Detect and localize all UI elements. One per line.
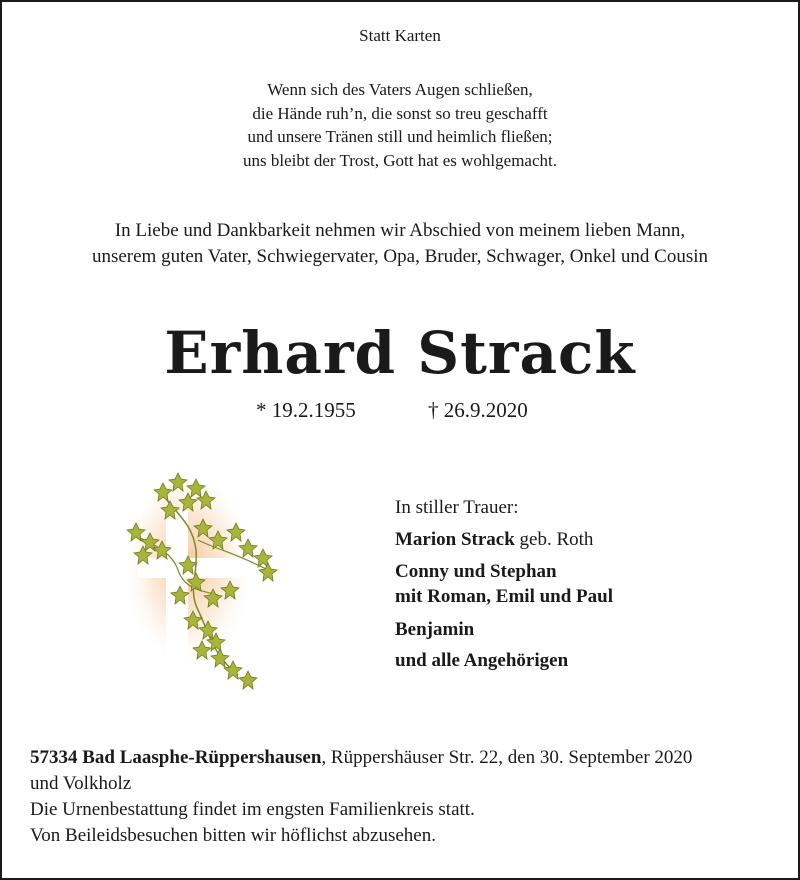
poem-line: die Hände ruh’n, die sonst so treu geschafft — [252, 103, 548, 123]
mourner-son: Benjamin — [395, 619, 475, 640]
footer-street: , Rüppershäuser Str. 22, den 30. September 2020 — [321, 747, 693, 768]
mourner-grandchildren: mit Roman, Emil und Paul — [395, 586, 614, 607]
poem-line: Wenn sich des Vaters Augen schließen, — [267, 80, 533, 99]
death-date: † 26.9.2020 — [428, 398, 528, 422]
mourner-relatives: und alle Angehörigen — [395, 650, 569, 671]
footer — [30, 745, 780, 849]
mourner-children: Conny und Stephan — [395, 561, 557, 582]
deceased-name: Erhard Strack — [164, 319, 636, 387]
cross-ivy-image — [118, 470, 288, 695]
mourner-wife-name: Marion Strack — [395, 529, 515, 550]
poem-line: und unsere Tränen still und heimlich fließen; — [247, 127, 553, 146]
mourner-wife-maiden: geb. Roth — [519, 529, 594, 550]
intro-text — [0, 218, 800, 270]
poem — [0, 78, 800, 172]
mourner-wife — [395, 529, 593, 551]
footer-line: und Volkholz — [30, 773, 132, 794]
header-text: Statt Karten — [359, 26, 441, 45]
footer-place: 57334 Bad Laasphe-Rüppershausen — [30, 747, 322, 768]
footer-line: Die Urnenbestattung findet im engsten Familienkreis statt. — [30, 799, 475, 820]
footer-line: Von Beileidsbesuchen bitten wir höflichst abzusehen. — [30, 825, 436, 846]
footer-address — [30, 745, 780, 771]
mourners-heading: In stiller Trauer: — [395, 497, 519, 518]
poem-line: uns bleibt der Trost, Gott hat es wohlgemacht. — [242, 150, 557, 170]
birth-date: * 19.2.1955 — [256, 398, 356, 422]
intro-line: unserem guten Vater, Schwiegervater, Opa, Bruder, Schwager, Onkel und Cousin — [91, 246, 709, 267]
intro-line: In Liebe und Dankbarkeit nehmen wir Abschied von meinem lieben Mann, — [114, 220, 686, 241]
